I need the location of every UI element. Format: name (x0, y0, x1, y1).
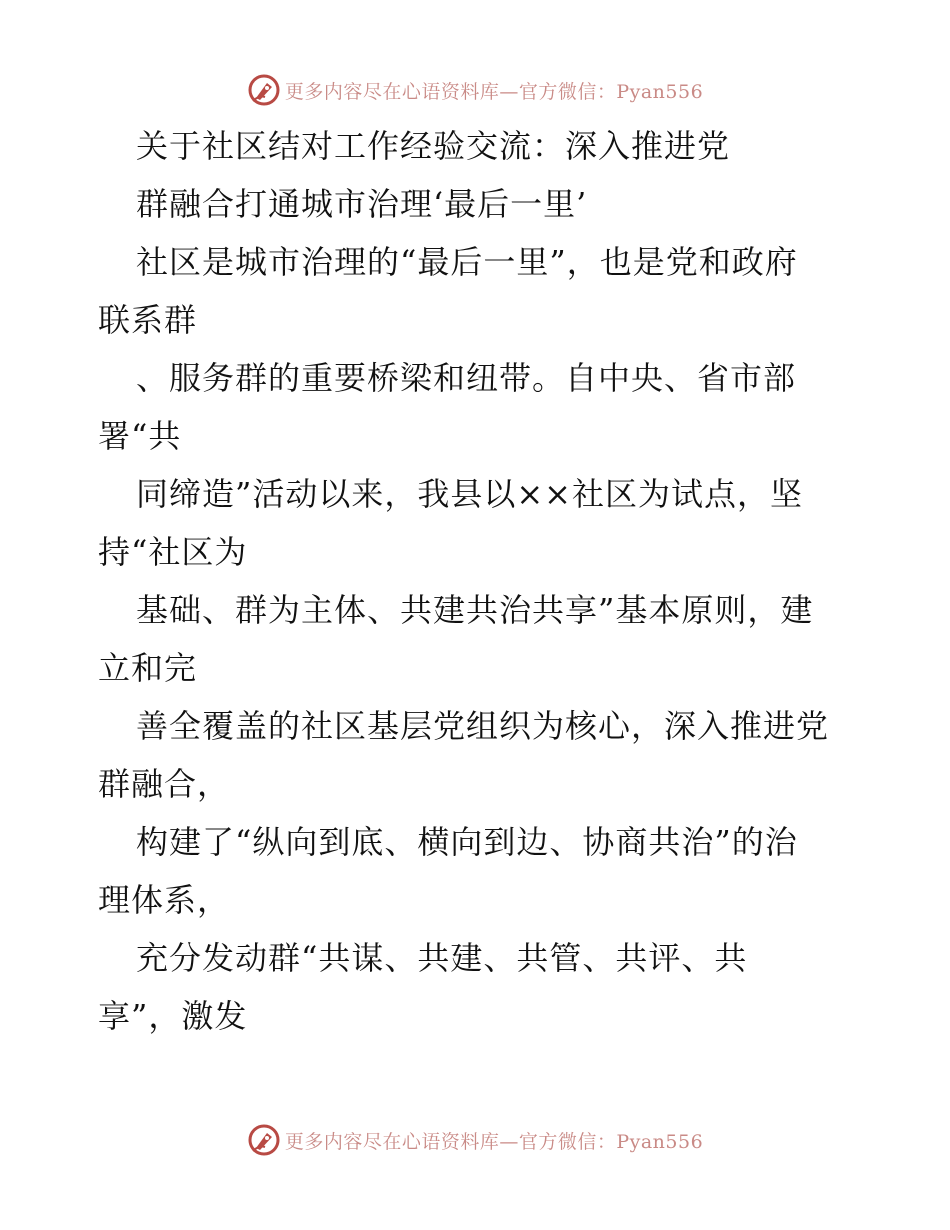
text-line: 同缔造”活动以来，我县以××社区为试点，坚 (136, 475, 803, 513)
text-line: 联系群 (98, 301, 198, 339)
text-line: 理体系， (98, 881, 231, 919)
pen-nib-logo-icon (247, 73, 281, 107)
text-line: 、服务群的重要桥梁和纽带。自中央、省市部 (136, 359, 797, 397)
text-line: 享”，激发 (98, 997, 248, 1035)
text-line: 构建了“纵向到底、横向到边、协商共治”的治 (136, 823, 798, 861)
text-line: 善全覆盖的社区基层党组织为核心，深入推进党 (136, 707, 830, 745)
text-line: 基础、群为主体、共建共治共享”基本原则，建 (136, 591, 814, 629)
watermark-text: 更多内容尽在心语资料库—官方微信：Pyan556 (284, 80, 704, 103)
text-line: 社区是城市治理的“最后一里”，也是党和政府 (136, 243, 798, 281)
text-line: 署“共 (98, 417, 182, 455)
text-line: 立和完 (98, 649, 198, 687)
text-line: 充分发动群“共谋、共建、共管、共评、共 (136, 939, 748, 977)
text-line: 持“社区为 (98, 533, 248, 571)
pen-nib-logo-icon (247, 1123, 281, 1157)
text-line: 群融合打通城市治理‘最后一里’ (136, 185, 588, 223)
footer-watermark (0, 1120, 950, 1160)
text-line: 群融合， (98, 765, 231, 803)
document-body (98, 117, 858, 1045)
text-line: 关于社区结对工作经验交流：深入推进党 (136, 127, 731, 165)
watermark-text: 更多内容尽在心语资料库—官方微信：Pyan556 (284, 1130, 704, 1153)
header-watermark (0, 70, 950, 110)
